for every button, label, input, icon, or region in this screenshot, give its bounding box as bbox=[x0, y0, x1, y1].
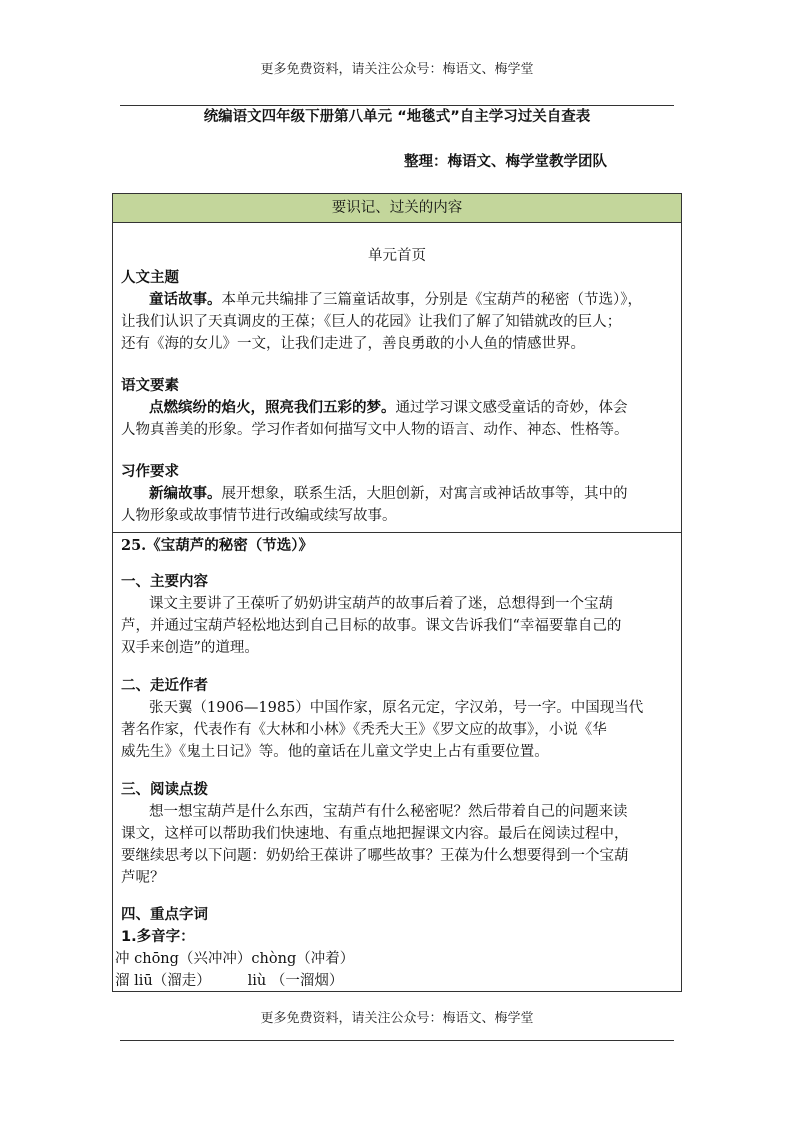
theme-label: 人文主题 bbox=[121, 270, 179, 286]
theme-line-1-rest: 本单元共编排了三篇童话故事，分别是《宝葫芦的秘密（节选）》， bbox=[221, 292, 642, 308]
reading-tips-line-3: 要继续思考以下问题：奶奶给王葆讲了哪些故事？王葆为什么想要得到一个宝葫 bbox=[121, 848, 629, 864]
theme-line-1 bbox=[149, 288, 642, 309]
elements-line-2: 人物真善美的形象。学习作者如何描写文中人物的语言、动作、神态、性格等。 bbox=[121, 422, 629, 438]
section-reading-tips-heading: 三、阅读点拨 bbox=[121, 782, 208, 798]
lesson-title: 25.《宝葫芦的秘密（节选）》 bbox=[121, 537, 313, 554]
elements-line-1 bbox=[149, 396, 628, 417]
theme-line-2: 让我们认识了天真调皮的王葆；《巨人的花园》让我们了解了知错就改的巨人； bbox=[121, 314, 622, 330]
table-header: 要识记、过关的内容 bbox=[113, 194, 681, 223]
main-content-line-2: 芦，并通过宝葫芦轻松地达到自己目标的故事。课文告诉我们“幸福要靠自己的 bbox=[121, 618, 622, 634]
writing-lead: 新编故事。 bbox=[149, 486, 222, 502]
writing-line-1 bbox=[149, 482, 628, 503]
elements-label: 语文要素 bbox=[121, 378, 179, 394]
document-title: 统编语文四年级下册第八单元 “地毯式”自主学习过关自查表 bbox=[203, 109, 591, 125]
elements-line-1-rest: 通过学习课文感受童话的奇妙，体会 bbox=[395, 400, 628, 416]
document-author: 整理：梅语文、梅学堂教学团队 bbox=[404, 154, 607, 170]
writing-line-2: 人物形象或故事情节进行改编或续写故事。 bbox=[121, 508, 397, 524]
polyphone-line-2: 溜 liū（溜走） liù （一溜烟） bbox=[115, 973, 344, 989]
header-note: 更多免费资料，请关注公众号：梅语文、梅学堂 bbox=[260, 62, 534, 77]
writing-label: 习作要求 bbox=[121, 464, 179, 480]
elements-lead: 点燃缤纷的焰火，照亮我们五彩的梦。 bbox=[149, 400, 396, 416]
author-line-3: 威先生》《鬼土日记》等。他的童话在儿童文学史上占有重要位置。 bbox=[121, 744, 549, 760]
main-content-line-3: 双手来创造”的道理。 bbox=[121, 640, 259, 656]
footer-note: 更多免费资料，请关注公众号：梅语文、梅学堂 bbox=[260, 1011, 534, 1026]
section-main-content-heading: 一、主要内容 bbox=[121, 574, 208, 590]
theme-line-3: 还有《海的女儿》一文，让我们走进了，善良勇敢的小人鱼的情感世界。 bbox=[121, 336, 585, 352]
unit-overview-cell bbox=[113, 222, 681, 533]
footer-rule bbox=[120, 1040, 674, 1041]
reading-tips-line-1: 想一想宝葫芦是什么东西，宝葫芦有什么秘密呢？然后带着自己的问题来读 bbox=[149, 804, 628, 820]
content-table bbox=[112, 193, 682, 992]
polyphone-label: 1.多音字： bbox=[121, 929, 195, 945]
section-author-heading: 二、走近作者 bbox=[121, 678, 208, 694]
writing-line-1-rest: 展开想象，联系生活，大胆创新，对寓言或神话故事等，其中的 bbox=[221, 486, 628, 502]
main-content-line-1: 课文主要讲了王葆听了奶奶讲宝葫芦的故事后着了迷，总想得到一个宝葫 bbox=[149, 596, 613, 612]
theme-lead: 童话故事。 bbox=[149, 292, 222, 308]
polyphone-line-1: 冲 chōng（兴冲冲）chòng（冲着） bbox=[115, 951, 355, 967]
reading-tips-line-2: 课文，这样可以帮助我们快速地、有重点地把握课文内容。最后在阅读过程中， bbox=[121, 826, 629, 842]
author-line-1: 张天翼（1906—1985）中国作家，原名元定，字汉弟，号一字。中国现当代 bbox=[149, 700, 644, 716]
reading-tips-line-4: 芦呢？ bbox=[121, 870, 165, 886]
unit-heading: 单元首页 bbox=[368, 248, 426, 264]
section-key-words-heading: 四、重点字词 bbox=[121, 907, 208, 923]
lesson-25-cell bbox=[113, 533, 681, 991]
author-line-2: 著名作家，代表作有《大林和小林》《秃秃大王》《罗文应的故事》，小说《华 bbox=[121, 722, 607, 738]
